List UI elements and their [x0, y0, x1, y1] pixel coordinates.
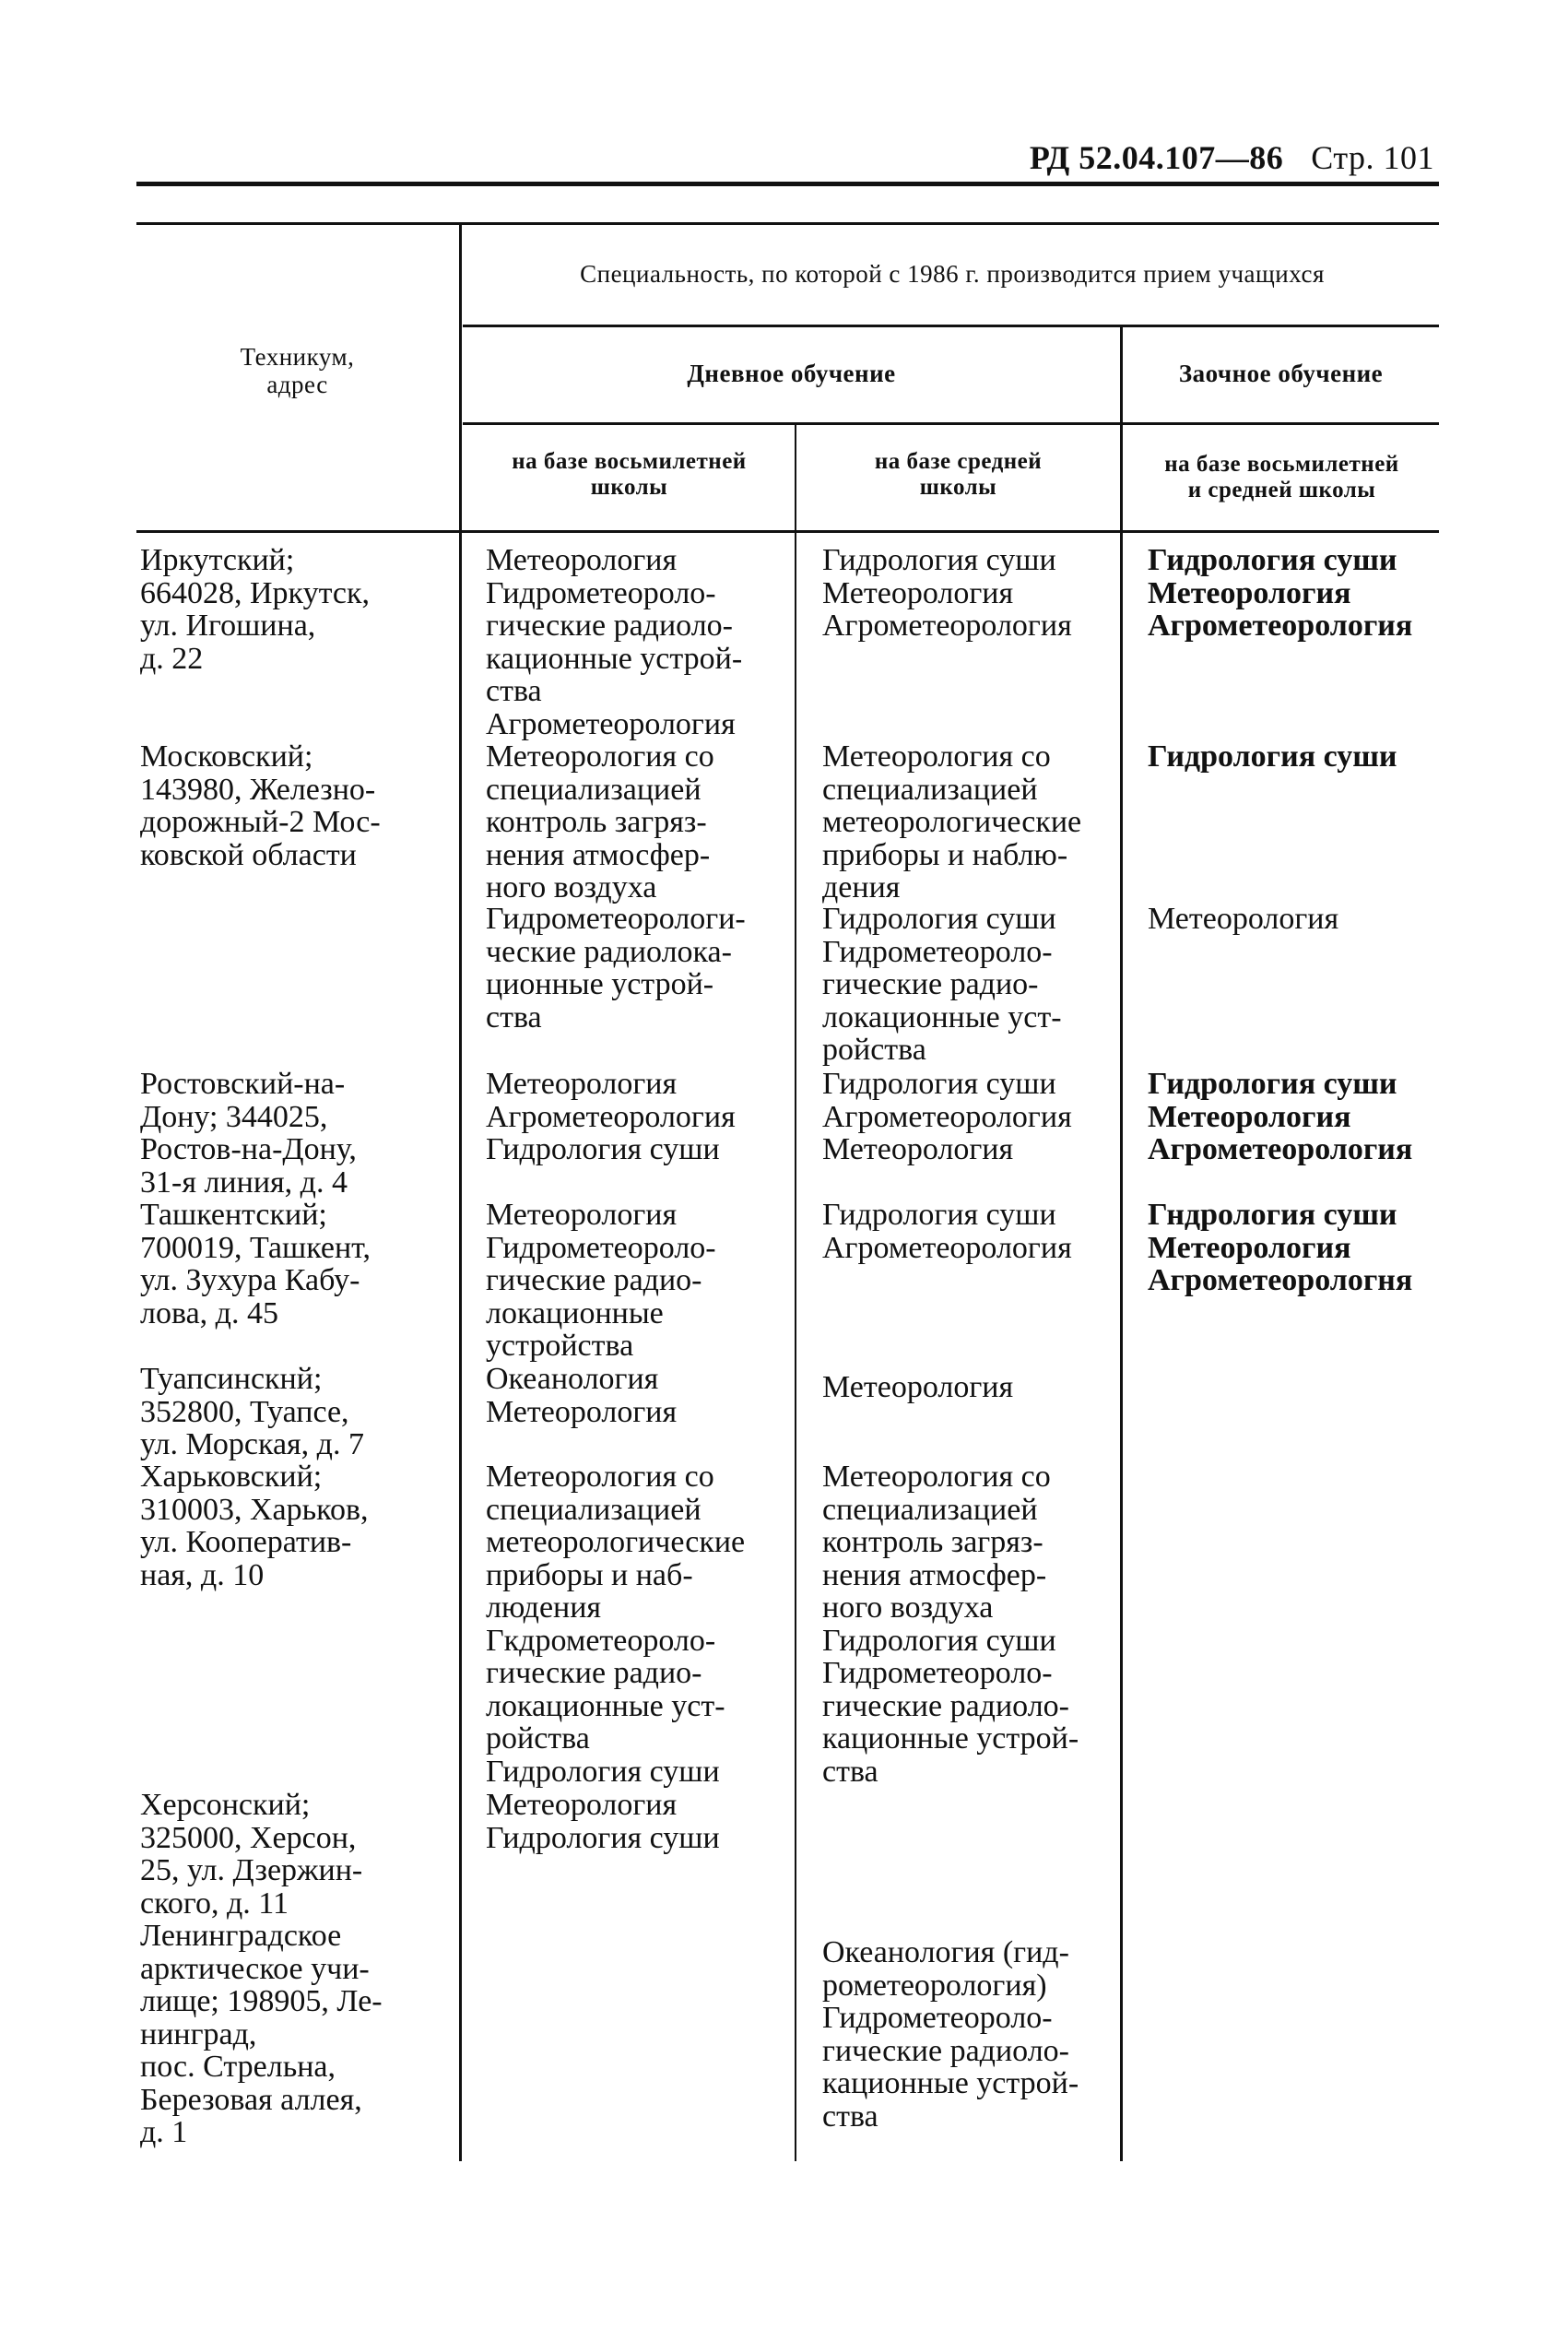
- day-secondary-subheader: на базе средней школы: [874, 449, 1043, 500]
- table-cell-kharkov-daysecondary: Метеорология со специализацией контроль загряз- нения атмосфер- ного воздуха Гидрология суши Гидрометеороло- гические радиоло- кационные устрой- ства: [822, 1460, 1079, 1789]
- table-cell-rostov-corr: Гидрология суши Метеорология Агрометеорология: [1148, 1067, 1413, 1166]
- specialty-header: Специальность, по которой с 1986 г. производится прием учащихся: [580, 260, 1325, 288]
- table-cell-tech-kherson: Херсонский; 325000, Херсон, 25, ул. Дзержин- ского, д. 11: [140, 1788, 363, 1921]
- table-cell-rostov-daysecondary: Гидрология суши Агрометеорология Метеорология: [822, 1067, 1072, 1166]
- table-cell-moscow-corr-2: Метеорология: [1148, 902, 1339, 936]
- day-study-header: Дневное обучение: [687, 360, 896, 387]
- document-code: РД 52.04.107—86: [1029, 139, 1284, 176]
- table-cell-moscow-daysecondary-2: Гидрология суши Гидрометеороло- гические радио- локационные уст- ройства: [822, 902, 1062, 1067]
- table-cell-moscow-day8-2: Гидрометеорологи- ческие радиолока- ционные устрой- ства: [486, 902, 746, 1034]
- vline-corr: [1120, 327, 1123, 2161]
- table-cell-tashkent-corr: Гндрология суши Метеорология Агрометеорологня: [1148, 1198, 1413, 1297]
- table-cell-irkutsk-day8: Метеорология Гидрометеороло- гические радиоло- кационные устрой- ства Агрометеорология: [486, 543, 743, 741]
- mode-divider: [463, 422, 1439, 425]
- table-cell-tech-moscow: Московский; 143980, Железно- дорожный-2 Мос- ковской области: [140, 739, 381, 872]
- table-cell-tech-rostov: Ростовский-на- Дону; 344025, Ростов-на-Дону, 31-я линия, д. 4: [140, 1067, 357, 1200]
- table-top-rule: [136, 222, 1439, 225]
- table-cell-moscow-daysecondary-1: Метеорология со специализацией метеорологические приборы и наблю- дения: [822, 739, 1082, 904]
- page-header: [1030, 138, 1434, 177]
- day-8yr-subheader: на базе восьмилетней школы: [512, 449, 747, 500]
- table-cell-tech-tashkent: Ташкентский; 700019, Ташкент, ул. Зухура Кабу- лова, д. 45: [140, 1198, 371, 1330]
- table-cell-tech-kharkov: Харьковский; 310003, Харьков, ул. Кооператив- ная, д. 10: [140, 1460, 369, 1592]
- table-cell-moscow-corr-1: Гидрология суши: [1148, 739, 1397, 774]
- corr-both-subheader: на базе восьмилетней и средней школы: [1164, 452, 1399, 502]
- table-cell-tech-irkutsk: Иркутский; 664028, Иркутск, ул. Игошина, д. 22: [140, 543, 370, 676]
- table-cell-kherson-day8: Метеорология Гидрология суши: [486, 1788, 720, 1855]
- table-cell-kharkov-day8: Метеорология со специализацией метеорологические приборы и наб- людения Гкдрометеороло- гические радио- локационные уст- ройства Гидрология суши: [486, 1460, 746, 1789]
- table-cell-irkutsk-corr: Гидрология суши Метеорология Агрометеорология: [1148, 543, 1413, 643]
- table-cell-tech-leningrad: Ленинградское арктическое учи- лище; 198905, Ле- нинград, пос. Стрельна, Березовая аллея, д. 1: [140, 1919, 383, 2149]
- table-cell-rostov-day8: Метеорология Агрометеорология Гидрология суши: [486, 1067, 736, 1166]
- specialty-divider: [463, 325, 1439, 327]
- correspondence-study-header: Заочное обучение: [1178, 360, 1384, 387]
- header-rule: [136, 182, 1439, 186]
- table-cell-tuapse-daysecondary: Метеорология: [822, 1370, 1014, 1404]
- table-cell-moscow-day8-1: Метеорология со специализацией контроль загряз- нения атмосфер- ного воздуха: [486, 739, 714, 904]
- table-cell-leningrad-daysecondary: Океанология (гид- рометеорология) Гидрометеороло- гические радиоло- кационные устрой- ства: [822, 1935, 1079, 2134]
- tech-header: Техникум, адрес: [240, 343, 355, 398]
- vline-tech: [459, 225, 462, 2161]
- vline-day-split: [795, 425, 796, 2161]
- table-cell-tashkent-daysecondary: Гидрология суши Агрометеорология: [822, 1198, 1072, 1265]
- table-header-bottom-rule: [136, 530, 1439, 533]
- page-number: Стр. 101: [1311, 139, 1434, 176]
- table-cell-irkutsk-daysecondary: Гидрология суши Метеорология Агрометеорология: [822, 543, 1072, 643]
- table-cell-tashkent-day8: Метеорология Гидрометеороло- гические радио- локационные устройства: [486, 1198, 716, 1363]
- table-cell-tuapse-day8: Океанология Метеорология: [486, 1362, 678, 1429]
- table-cell-tech-tuapse: Туапсинскнй; 352800, Туапсе, ул. Морская, д. 7: [140, 1362, 364, 1461]
